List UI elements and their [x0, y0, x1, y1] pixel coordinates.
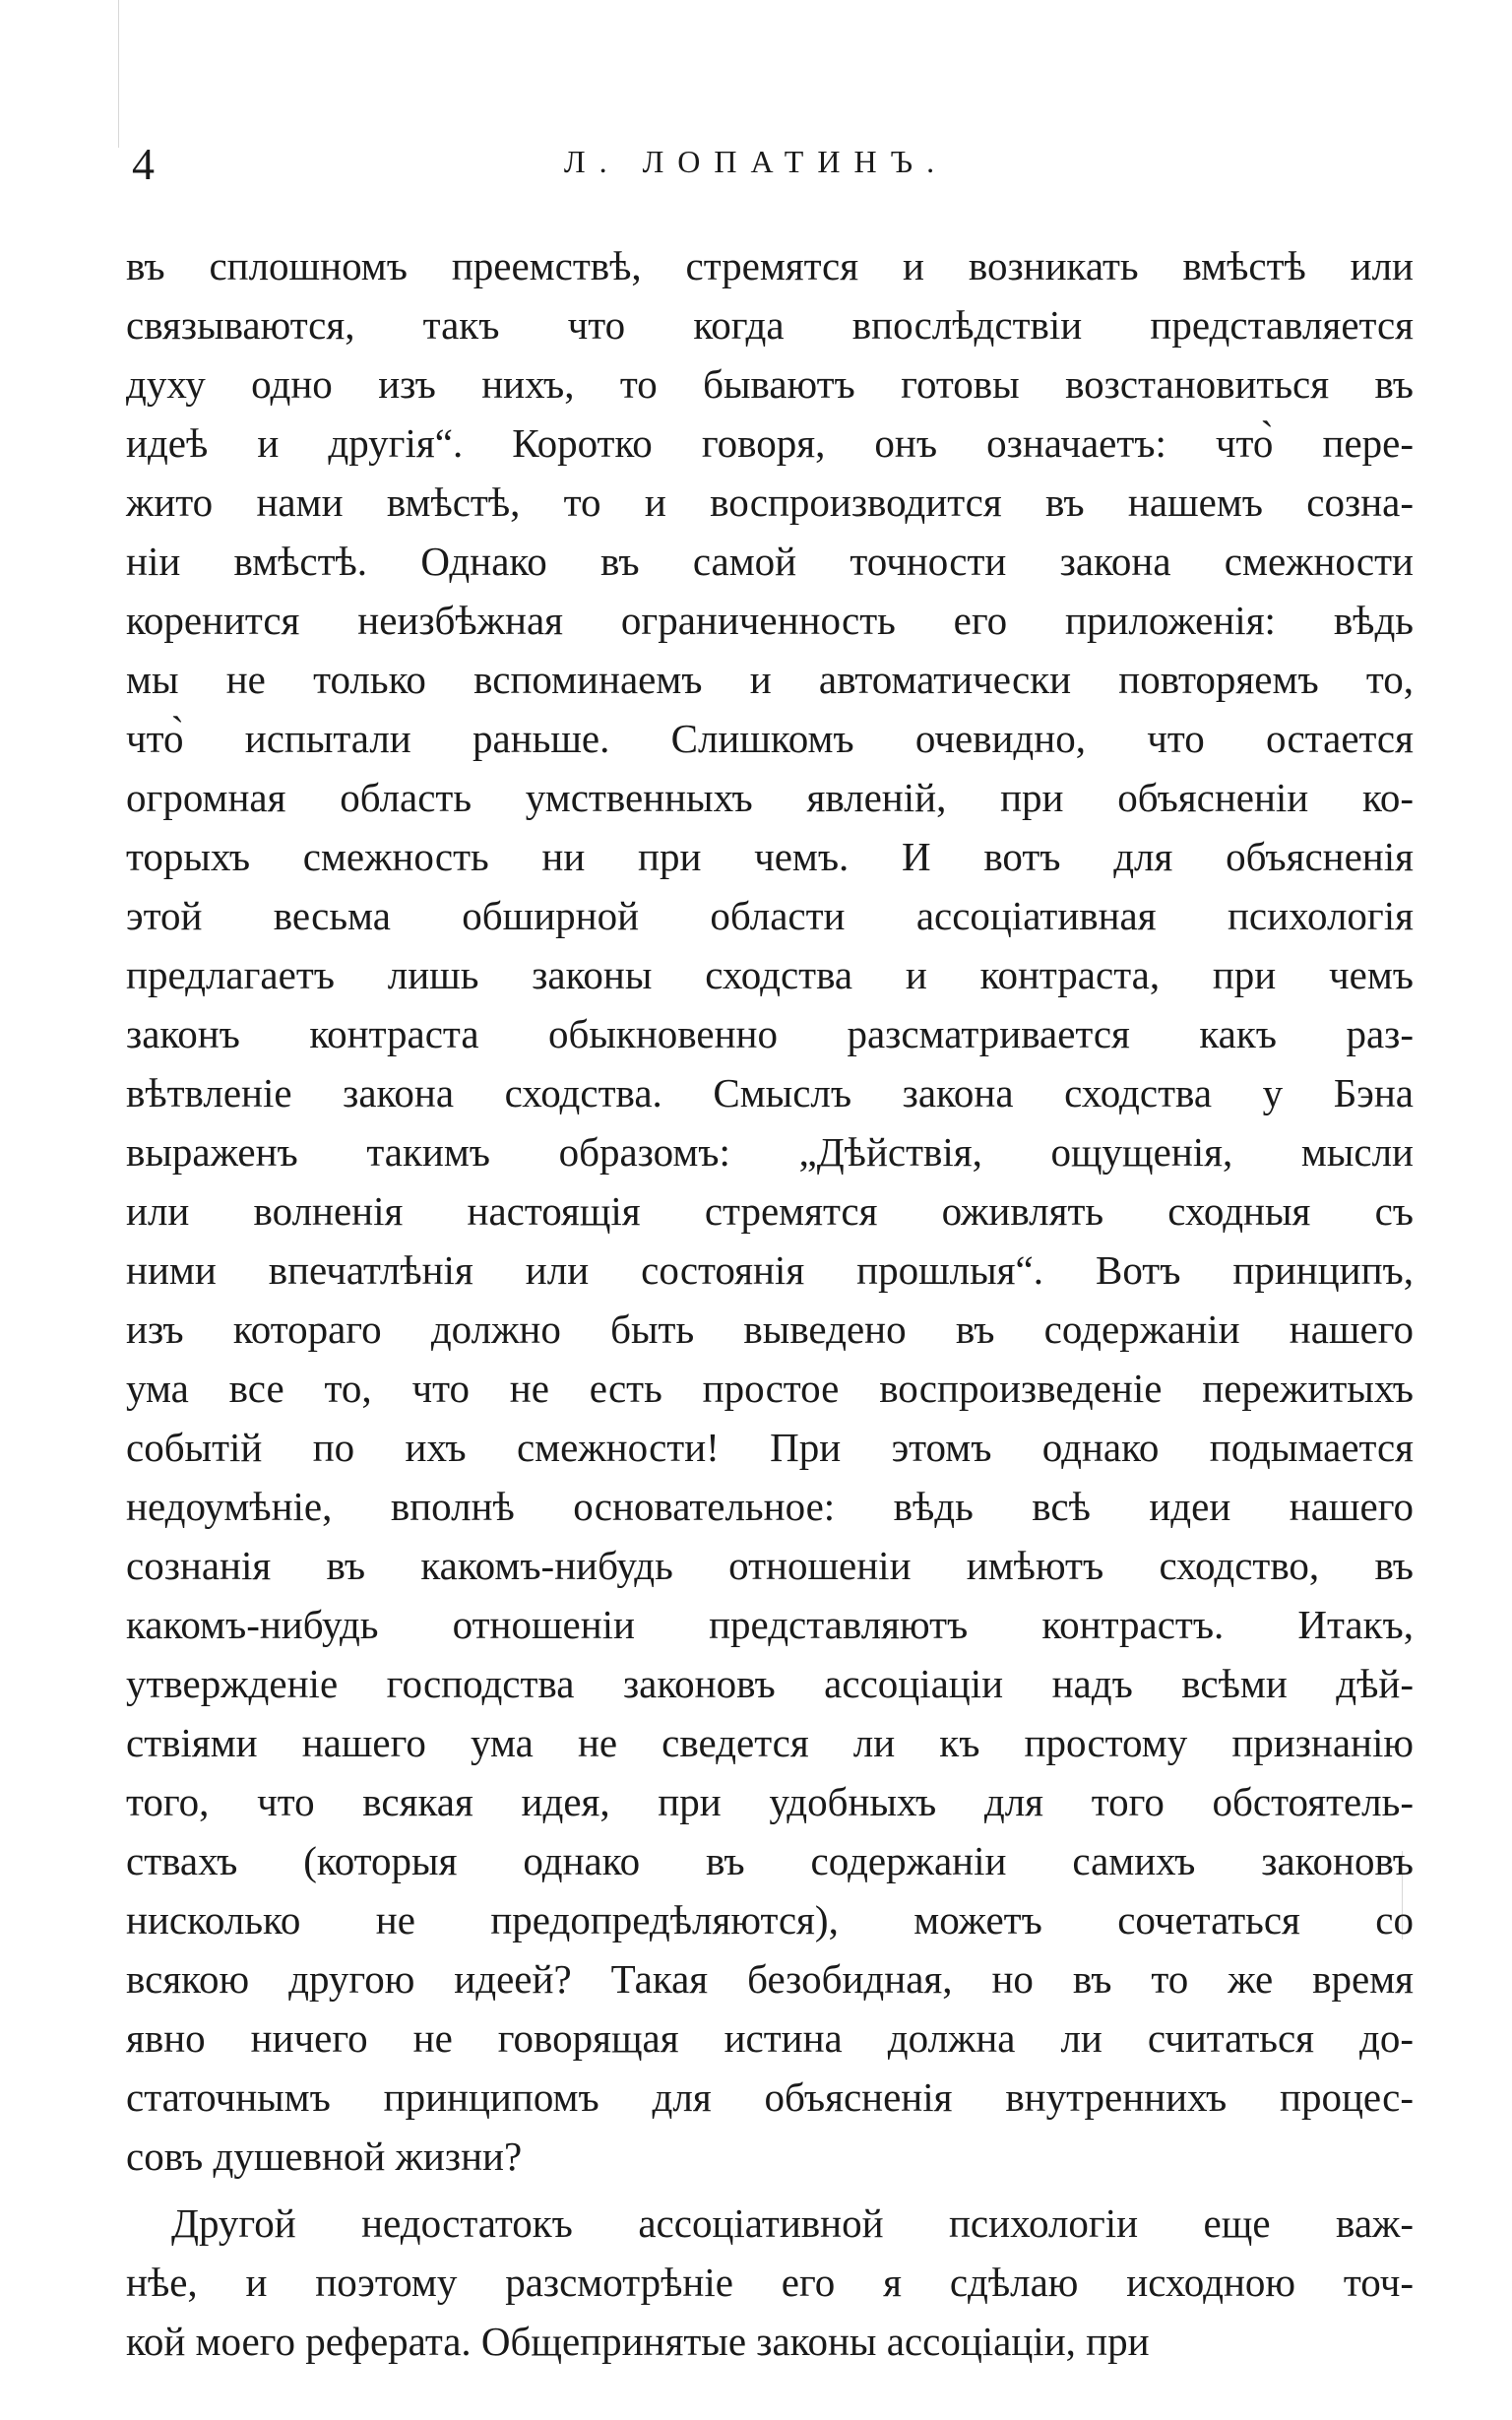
text-line: торыхъ смежность ни при чемъ. И вотъ для объясненія: [126, 834, 1414, 879]
text-line: выраженъ такимъ образомъ: „Дѣйствія, ощущенія, мысли: [126, 1129, 1414, 1175]
page-body: [126, 236, 1414, 2371]
text-line: ума все то, что не есть простое воспроизведеніе пережитыхъ: [126, 1366, 1414, 1411]
text-line: вѣтвленіе закона сходства. Смыслъ закона сходства у Бэна: [126, 1070, 1414, 1115]
text-line: связываются, такъ что когда впослѣдствіи представляется: [126, 302, 1414, 348]
text-line: статочнымъ принципомъ для объясненія внутреннихъ процес-: [126, 2074, 1414, 2120]
text-line: ними впечатлѣнія или состоянія прошлыя“. Вотъ принципъ,: [126, 1247, 1414, 1293]
text-line: недоумѣніе, вполнѣ основательное: вѣдь всѣ идеи нашего: [126, 1484, 1414, 1529]
page-number: 4: [132, 139, 155, 189]
text-line: того, что всякая идея, при удобныхъ для того обстоятель-: [126, 1779, 1414, 1824]
text-line: мы не только вспоминаемъ и автоматически повторяемъ то,: [126, 657, 1414, 702]
text-line: утвержденіе господства законовъ ассоціаціи надъ всѣми дѣй-: [126, 1661, 1414, 1706]
running-head: Л. ЛОПАТИНЪ.: [563, 144, 949, 179]
text-line: всякою другою идеей? Такая безобидная, но въ то же время: [126, 1956, 1414, 2002]
text-line: идеѣ и другія“. Коротко говоря, онъ означаетъ: что̀ пере-: [126, 420, 1414, 466]
text-line: событій по ихъ смежности! При этомъ однако подымается: [126, 1425, 1414, 1470]
text-line: или волненія настоящія стремятся оживлять сходныя съ: [126, 1188, 1414, 1234]
text-line: коренится неизбѣжная ограниченность его приложенія: вѣдь: [126, 598, 1414, 643]
text-line: совъ душевной жизни?: [126, 2133, 523, 2179]
text-line: изъ котораго должно быть выведено въ содержаніи нашего: [126, 1306, 1414, 1352]
text-line: сознанія въ какомъ-нибудь отношеніи имѣютъ сходство, въ: [126, 1543, 1414, 1588]
text-line: ніи вмѣстѣ. Однако въ самой точности закона смежности: [126, 539, 1414, 584]
text-line: кой моего реферата. Общепринятые законы ассоціаціи, при: [126, 2319, 1150, 2364]
text-line: этой весьма обширной области ассоціативная психологія: [126, 893, 1414, 938]
text-line: явно ничего не говорящая истина должна ли считаться до-: [126, 2015, 1414, 2061]
text-line: какомъ-нибудь отношеніи представляютъ контрастъ. Итакъ,: [126, 1602, 1414, 1647]
text-line: что̀ испытали раньше. Слишкомъ очевидно, что остается: [126, 716, 1414, 761]
text-line: Другой недостатокъ ассоціативной психологіи еще важ-: [171, 2200, 1414, 2246]
text-line: нисколько не предопредѣляются), можетъ сочетаться со: [126, 1897, 1414, 1942]
text-line: жито нами вмѣстѣ, то и воспроизводится въ нашемъ созна-: [126, 479, 1414, 525]
scan-edge-mark: [118, 0, 119, 148]
text-line: духу одно изъ нихъ, то бываютъ готовы возстановиться въ: [126, 361, 1414, 407]
text-line: нѣе, и поэтому разсмотрѣніе его я сдѣлаю исходною точ-: [126, 2260, 1414, 2305]
text-line: въ сплошномъ преемствѣ, стремятся и возникать вмѣстѣ или: [126, 243, 1414, 288]
paragraph: [126, 2194, 1414, 2371]
text-line: огромная область умственныхъ явленій, при объясненіи ко-: [126, 775, 1414, 820]
text-line: ствахъ (которыя однако въ содержаніи самихъ законовъ: [126, 1838, 1414, 1883]
text-line: ствіями нашего ума не сведется ли къ простому признанію: [126, 1720, 1414, 1765]
text-line: предлагаетъ лишь законы сходства и контраста, при чемъ: [126, 952, 1414, 997]
text-line: законъ контраста обыкновенно разсматривается какъ раз-: [126, 1011, 1414, 1056]
paragraph: [126, 236, 1414, 2186]
